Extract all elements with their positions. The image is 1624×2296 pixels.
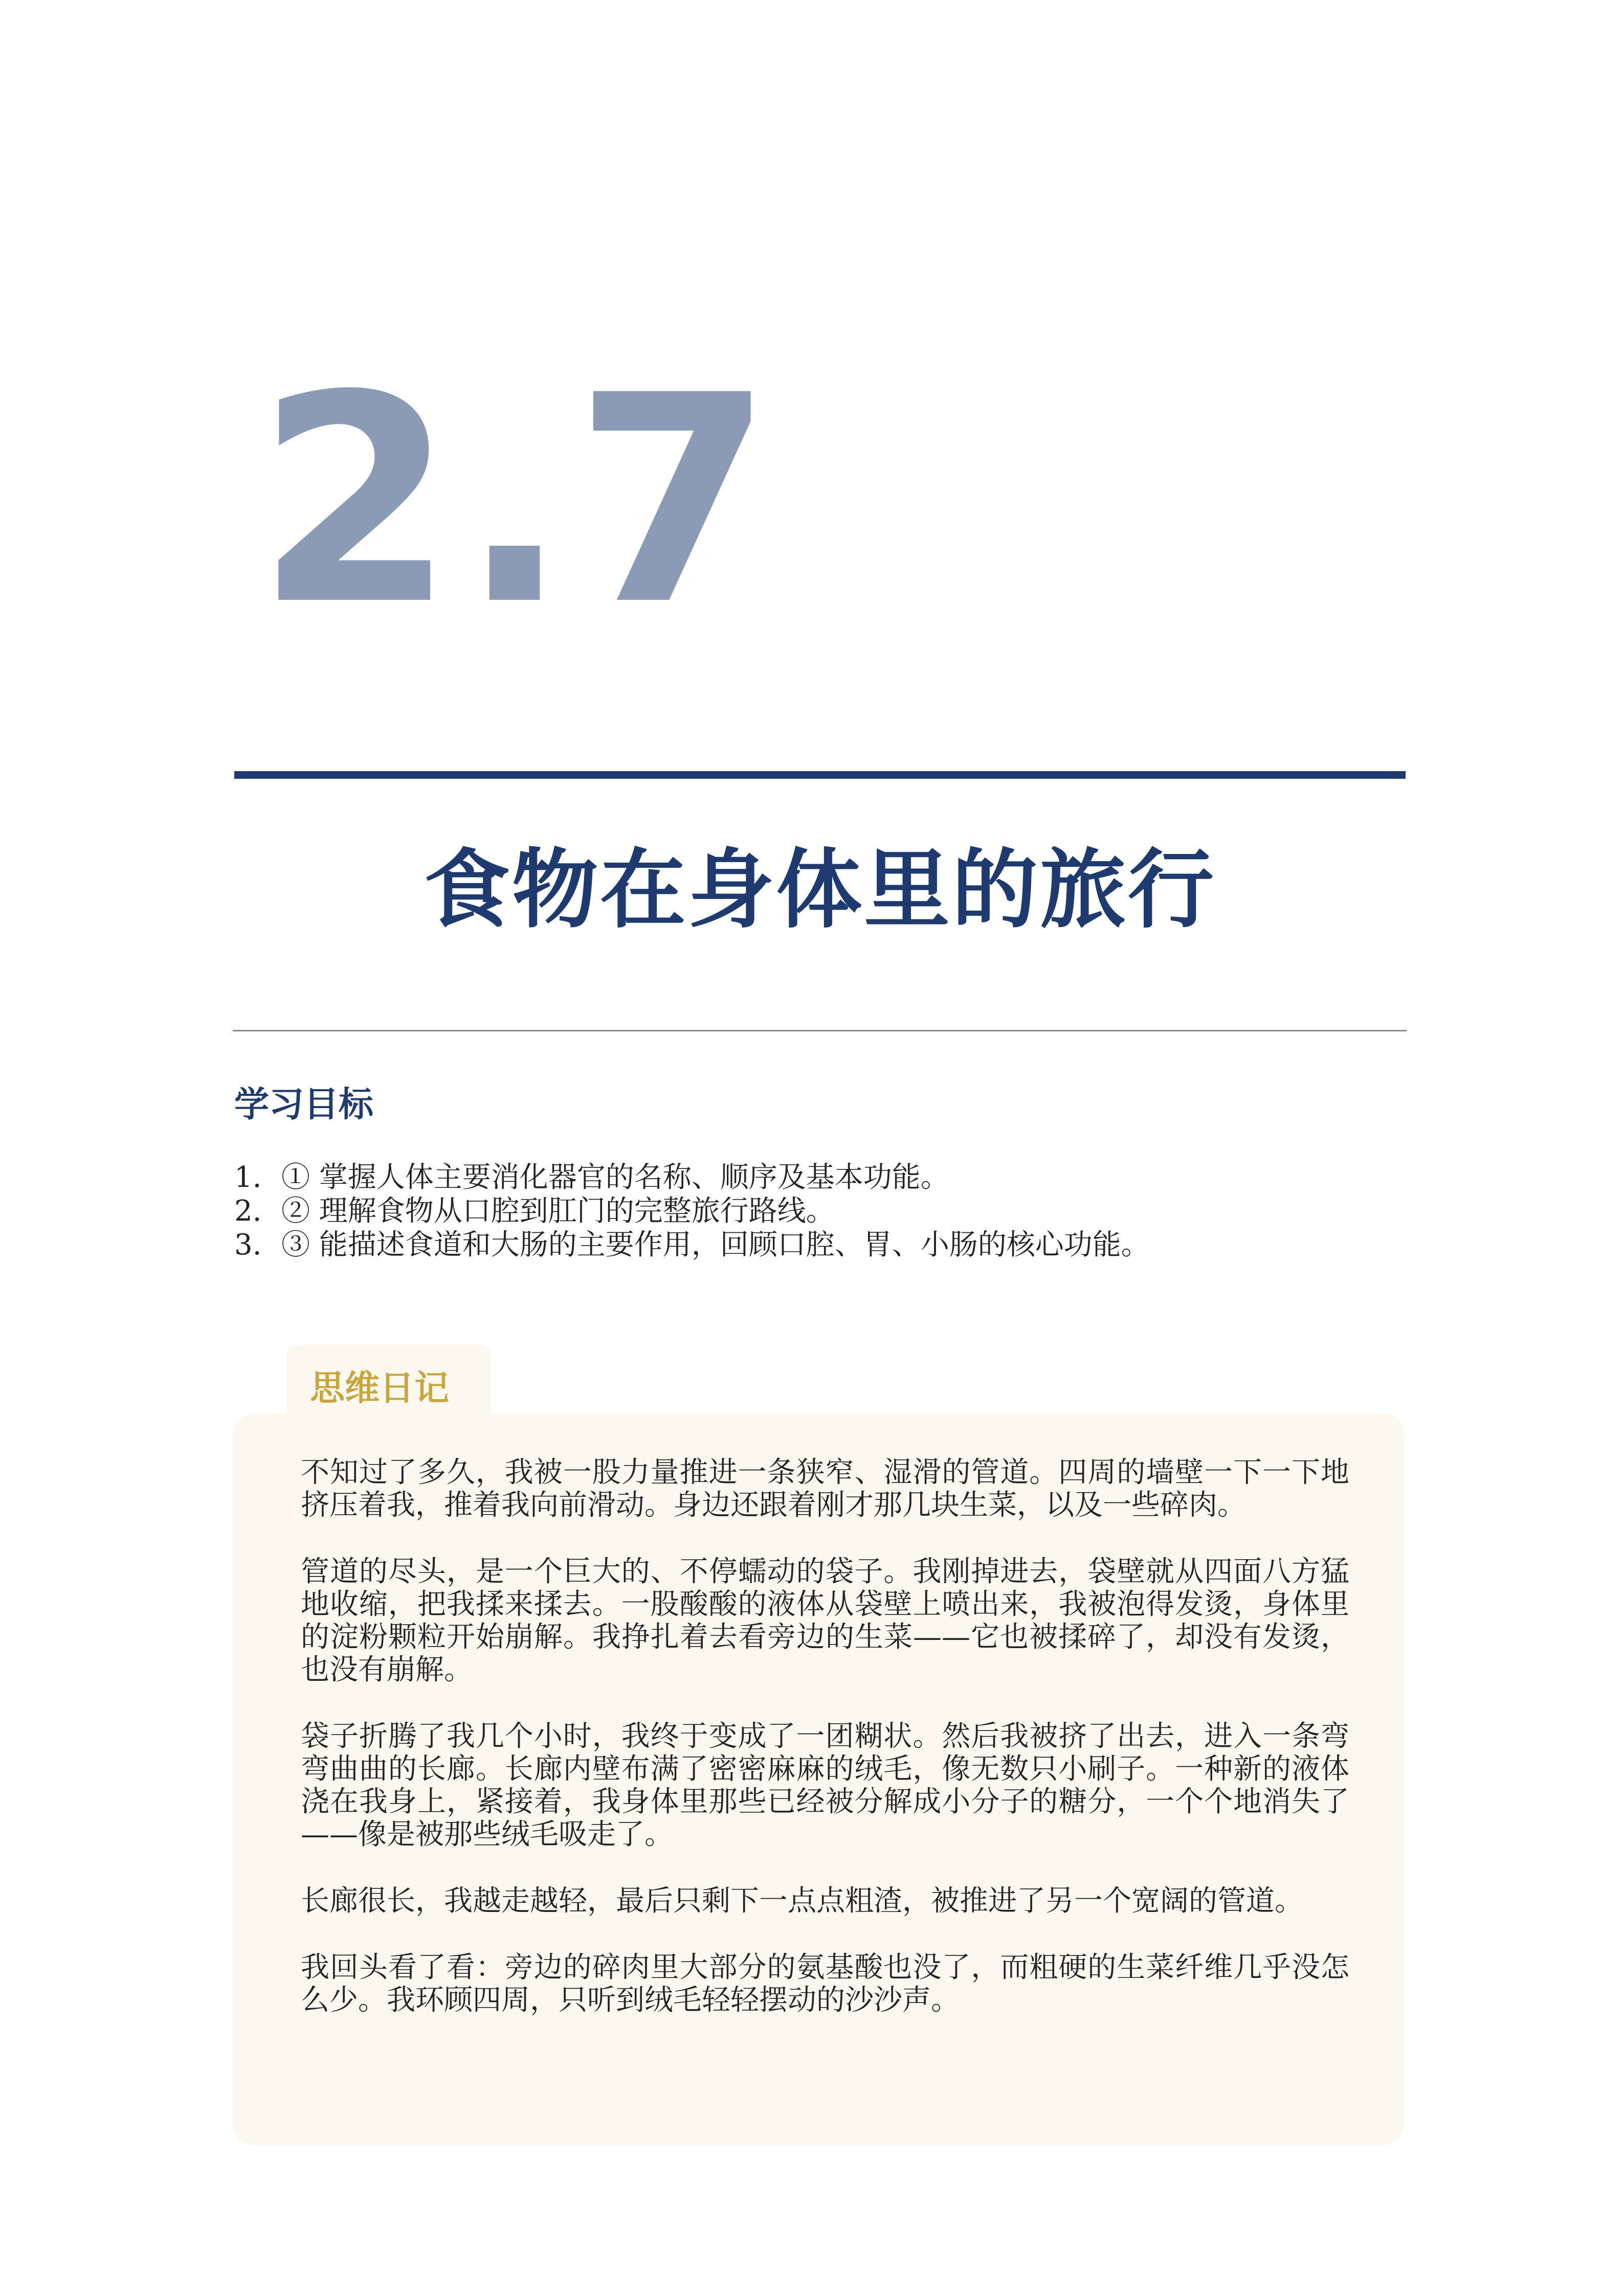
objective-number: 1.: [234, 1161, 262, 1194]
diary-paragraph: 不知过了多久，我被一股力量推进一条狭窄、湿滑的管道。四周的墙壁一下一下地挤压着我，推着我向前滑动。身边还跟着刚才那几块生菜，以及一些碎肉。: [301, 1456, 1349, 1522]
objective-text: ② 理解食物从口腔到肛门的完整旅行路线。: [281, 1195, 835, 1228]
objective-text: ③ 能描述食道和大肠的主要作用，回顾口腔、胃、小肠的核心功能。: [281, 1228, 1150, 1262]
diary-paragraph: 我回头看了看：旁边的碎肉里大部分的氨基酸也没了，而粗硬的生菜纤维几乎没怎么少。我环顾四周，只听到绒毛轻轻摆动的沙沙声。: [301, 1951, 1349, 2017]
chapter-title: 食物在身体里的旅行: [424, 840, 1216, 940]
thinking-diary-content: [301, 1456, 1349, 2051]
title-divider-thin: [233, 1030, 1407, 1031]
objective-item: [234, 1195, 1150, 1228]
objective-item: [234, 1161, 1150, 1195]
objective-number: 3.: [234, 1228, 262, 1262]
learning-objectives-list: [234, 1161, 1150, 1262]
learning-objectives-heading: 学习目标: [234, 1085, 374, 1125]
diary-paragraph: 管道的尽头，是一个巨大的、不停蠕动的袋子。我刚掉进去，袋壁就从四面八方猛地收缩，把我揉来揉去。一股酸酸的液体从袋壁上喷出来，我被泡得发烫，身体里的淀粉颗粒开始崩解。我挣扎着去看旁边的生菜——它也被揉碎了，却没有发烫，也没有崩解。: [301, 1555, 1349, 1686]
thinking-diary-label: 思维日记: [310, 1368, 450, 1409]
objective-number: 2.: [234, 1195, 262, 1228]
objective-text: ① 掌握人体主要消化器官的名称、顺序及基本功能。: [281, 1161, 949, 1194]
title-divider-thick: [234, 771, 1406, 779]
chapter-number: 2.7: [256, 334, 779, 668]
objective-item: [234, 1228, 1150, 1262]
diary-paragraph: 袋子折腾了我几个小时，我终于变成了一团糊状。然后我被挤了出去，进入一条弯弯曲曲的长廊。长廊内壁布满了密密麻麻的绒毛，像无数只小刷子。一种新的液体浇在我身上，紧接着，我身体里那些已经被分解成小分子的糖分，一个个地消失了——像是被那些绒毛吸走了。: [301, 1720, 1349, 1851]
diary-paragraph: 长廊很长，我越走越轻，最后只剩下一点点粗渣，被推进了另一个宽阔的管道。: [301, 1884, 1303, 1918]
